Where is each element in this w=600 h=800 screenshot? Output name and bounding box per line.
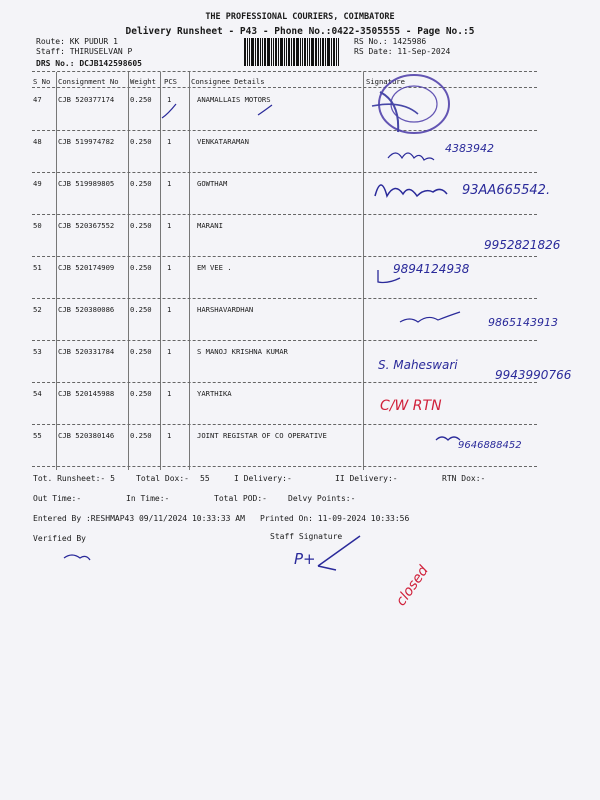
row-consignee: YARTHIKA (197, 389, 232, 398)
row-sno: 53 (33, 347, 42, 356)
hw-phone-48: 4383942 (445, 142, 494, 155)
tick-mark (258, 105, 272, 115)
staff-sign-stroke (318, 536, 360, 566)
rs-date: RS Date: 11-Sep-2024 (354, 47, 451, 56)
printed-on: Printed On: 11-09-2024 10:33:56 (260, 514, 410, 523)
hw-phone-51: 9894124938 (393, 262, 470, 276)
out-time: Out Time:- (33, 494, 82, 503)
row-weight: 0.250 (130, 347, 152, 356)
tick-mark (162, 104, 176, 118)
row-consignment: CJB 520331784 (58, 347, 115, 356)
row-consignment: CJB 520174909 (58, 263, 115, 272)
in-time: In Time:- (126, 494, 170, 503)
row-weight: 0.250 (130, 389, 152, 398)
col-consignee: Consignee Details (191, 77, 265, 86)
row-consignee: HARSHAVARDHAN (197, 305, 254, 314)
row-sno: 49 (33, 179, 42, 188)
signature-49 (375, 185, 447, 196)
row-weight: 0.250 (130, 431, 152, 440)
row-consignment: CJB 520380086 (58, 305, 115, 314)
verified-signature (64, 555, 90, 560)
rs-number: RS No.: 1425986 (354, 37, 427, 46)
row-weight: 0.250 (130, 221, 152, 230)
hw-phone-53: 9943990766 (495, 368, 572, 382)
row-weight: 0.250 (130, 95, 152, 104)
row-consignee: MARANI (197, 221, 223, 230)
runsheet-subtitle: Delivery Runsheet - P43 - Phone No.:0422-3505555 - Page No.:5 (125, 26, 475, 37)
col-pcs: PCS (164, 77, 177, 86)
row-consignment: CJB 520367552 (58, 221, 115, 230)
row-consignee: VENKATARAMAN (197, 137, 249, 146)
row-pcs: 1 (167, 389, 172, 398)
row-sno: 50 (33, 221, 42, 230)
row-weight: 0.250 (130, 179, 152, 188)
company-title: THE PROFESSIONAL COURIERS, COIMBATORE (205, 12, 395, 22)
row-consignee: ANAMALLAIS MOTORS (197, 95, 271, 104)
row-consignment: CJB 520380146 (58, 431, 115, 440)
row-consignee: JOINT REGISTAR OF CO OPERATIVE (197, 431, 327, 440)
signature-52 (400, 312, 460, 322)
staff-sign-stroke (318, 566, 336, 570)
rtn-dox: RTN Dox:- (442, 474, 486, 483)
hw-return-note: C/W RTN (380, 398, 442, 414)
drs-number: DRS No.: DCJB142598605 (36, 59, 142, 68)
row-pcs: 1 (167, 95, 172, 104)
col-signature: Signature (366, 77, 405, 86)
hw-staff-mark: P+ (294, 550, 316, 568)
row-pcs: 1 (167, 137, 172, 146)
row-pcs: 1 (167, 179, 172, 188)
row-weight: 0.250 (130, 137, 152, 146)
hw-phone-55: 9646888452 (458, 440, 522, 451)
total-dox-label: Total Dox:- (136, 474, 189, 483)
delvy-points: Delvy Points:- (288, 494, 356, 503)
signature-55 (436, 437, 460, 440)
signature-48 (388, 153, 434, 160)
hw-phone-52: 9865143913 (488, 316, 558, 329)
courier-stamp (372, 75, 449, 133)
row-sno: 54 (33, 389, 42, 398)
row-pcs: 1 (167, 347, 172, 356)
col-weight: Weight (130, 77, 156, 86)
row-pcs: 1 (167, 305, 172, 314)
col-sno: S No (33, 77, 51, 86)
row-weight: 0.250 (130, 263, 152, 272)
row-pcs: 1 (167, 431, 172, 440)
row-consignee: EM VEE . (197, 263, 232, 272)
total-pod: Total POD:- (214, 494, 267, 503)
row-consignment: CJB 520145988 (58, 389, 115, 398)
hw-name-53: S. Maheswari (378, 358, 458, 372)
row-sno: 55 (33, 431, 42, 440)
row-pcs: 1 (167, 263, 172, 272)
row-sno: 48 (33, 137, 42, 146)
row-sno: 52 (33, 305, 42, 314)
tot-runsheet: Tot. Runsheet:- 5 (33, 474, 115, 483)
row-consignment: CJB 519989805 (58, 179, 115, 188)
hw-phone-49: 93AA665542. (462, 183, 551, 198)
col-consignment: Consignment No (58, 77, 119, 86)
total-dox-value: 55 (200, 474, 210, 483)
row-sno: 47 (33, 95, 42, 104)
row-consignee: S MANOJ KRISHNA KUMAR (197, 347, 288, 356)
staff: Staff: THIRUSELVAN P (36, 47, 133, 56)
hw-closed-remark: closed (393, 562, 432, 610)
row-sno: 51 (33, 263, 42, 272)
row-consignment: CJB 519974782 (58, 137, 115, 146)
i-delivery: I Delivery:- (234, 474, 292, 483)
row-pcs: 1 (167, 221, 172, 230)
ii-delivery: II Delivery:- (335, 474, 398, 483)
route: Route: KK PUDUR 1 (36, 37, 118, 46)
verified-by: Verified By (33, 534, 86, 543)
entered-by: Entered By :RESHMAP43 09/11/2024 10:33:33 AM (33, 514, 245, 523)
hw-phone-50: 9952821826 (484, 238, 561, 252)
row-weight: 0.250 (130, 305, 152, 314)
row-consignment: CJB 520377174 (58, 95, 115, 104)
row-consignee: GOWTHAM (197, 179, 228, 188)
staff-signature-label: Staff Signature (270, 532, 343, 541)
